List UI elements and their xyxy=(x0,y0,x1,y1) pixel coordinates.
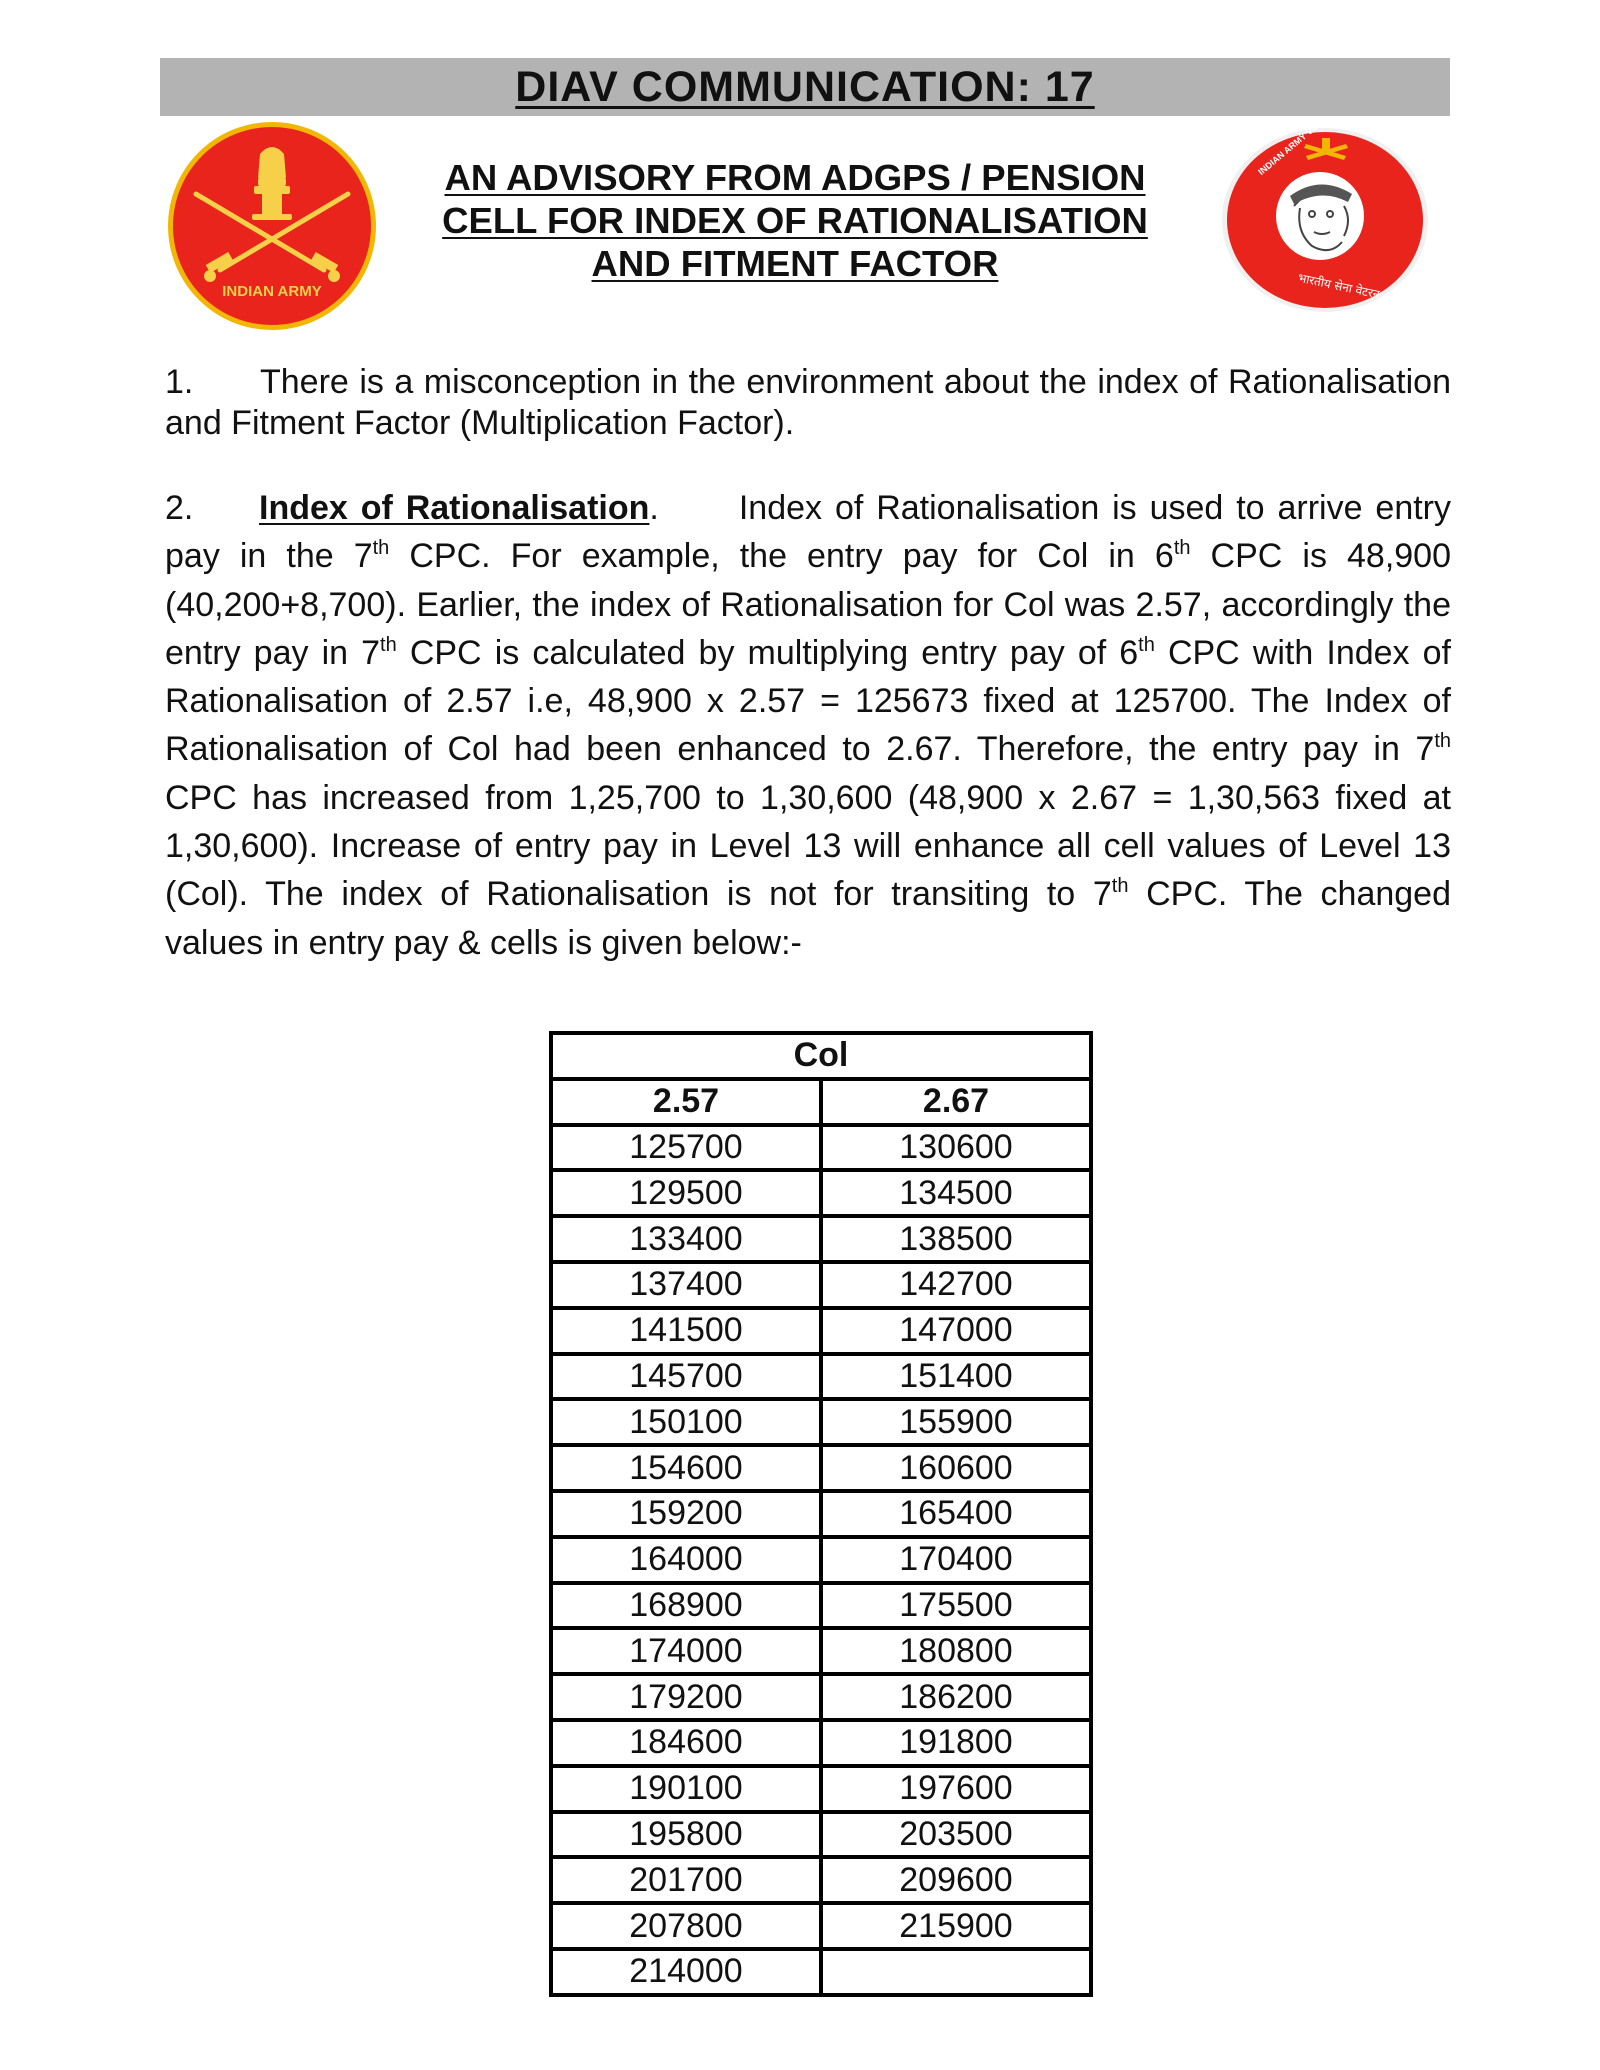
table-body xyxy=(551,1125,1091,1995)
cell-2-67: 151400 xyxy=(821,1354,1091,1400)
advisory-heading xyxy=(420,156,1170,285)
paragraph-2-number: 2. xyxy=(165,489,194,527)
cell-2-67: 147000 xyxy=(821,1308,1091,1354)
superscript: th xyxy=(372,537,390,560)
table-row xyxy=(551,1491,1091,1537)
heading-line-1: AN ADVISORY FROM ADGPS / PENSION xyxy=(444,157,1146,198)
paragraph-1-number: 1. xyxy=(165,363,194,401)
cell-2-57: 133400 xyxy=(551,1216,821,1262)
table-row xyxy=(551,1354,1091,1400)
table-row xyxy=(551,1812,1091,1858)
cell-2-57: 141500 xyxy=(551,1308,821,1354)
cell-2-67: 203500 xyxy=(821,1812,1091,1858)
paragraph-1-text: There is a misconception in the environment about the index of Rationalisation and Fitment Factor (Multiplication Factor). xyxy=(165,363,1451,442)
paragraph-2-text: CPC has increased from 1,25,700 to 1,30,600 (48,900 x 2.67 = 1,30,563 fixed at 1,30,600). Increase of entry pay in Level 13 will enhance all cell values of Level 13 (Col). The index of Rationalisation is not for transiting to 7 xyxy=(165,778,1451,914)
pay-table xyxy=(549,1031,1093,1997)
cell-2-67: 197600 xyxy=(821,1766,1091,1812)
cell-2-57: 125700 xyxy=(551,1125,821,1171)
table-row xyxy=(551,1903,1091,1949)
cell-2-67: 138500 xyxy=(821,1216,1091,1262)
cell-2-57: 214000 xyxy=(551,1949,821,1995)
cell-2-67: 180800 xyxy=(821,1628,1091,1674)
cell-2-67: 155900 xyxy=(821,1399,1091,1445)
paragraph-2-heading-suffix: . xyxy=(649,489,659,527)
right-logo-hindi: भारतीय सेना वेटरन xyxy=(1296,270,1381,302)
table-row xyxy=(551,1308,1091,1354)
heading-line-2: CELL FOR INDEX OF RATIONALISATION xyxy=(442,200,1148,241)
table-title-row xyxy=(551,1033,1091,1079)
cell-2-67: 209600 xyxy=(821,1857,1091,1903)
cell-2-57: 174000 xyxy=(551,1628,821,1674)
army-veteran-logo xyxy=(1220,126,1430,314)
table-row xyxy=(551,1170,1091,1216)
superscript: th xyxy=(1173,537,1191,560)
cell-2-57: 145700 xyxy=(551,1354,821,1400)
cell-2-57: 207800 xyxy=(551,1903,821,1949)
paragraph-2-text: CPC. The changed values in entry pay & cells is given below:- xyxy=(165,875,1451,962)
cell-2-67: 170400 xyxy=(821,1537,1091,1583)
cell-2-67: 160600 xyxy=(821,1445,1091,1491)
superscript: th xyxy=(1138,633,1155,656)
cell-2-67: 142700 xyxy=(821,1262,1091,1308)
table-row xyxy=(551,1674,1091,1720)
cell-2-57: 179200 xyxy=(551,1674,821,1720)
cell-2-57: 150100 xyxy=(551,1399,821,1445)
table-row xyxy=(551,1537,1091,1583)
paragraph-2-text: Index of Rationalisation is used to arrive entry pay in the 7 xyxy=(165,489,1451,576)
banner-title: DIAV COMMUNICATION: 17 xyxy=(515,62,1095,111)
cell-2-57: 190100 xyxy=(551,1766,821,1812)
cell-2-67: 165400 xyxy=(821,1491,1091,1537)
table-row xyxy=(551,1949,1091,1995)
table-row xyxy=(551,1857,1091,1903)
table-title: Col xyxy=(551,1033,1091,1079)
left-logo-text: INDIAN ARMY xyxy=(222,283,322,300)
paragraph-2-text: CPC. For example, the entry pay for Col in 6 xyxy=(389,537,1174,576)
superscript: th xyxy=(1434,730,1451,753)
cell-2-67: 186200 xyxy=(821,1674,1091,1720)
paragraph-2 xyxy=(165,484,1451,967)
cell-2-67: 215900 xyxy=(821,1903,1091,1949)
cell-2-67: 175500 xyxy=(821,1583,1091,1629)
cell-2-57: 201700 xyxy=(551,1857,821,1903)
cell-2-57: 168900 xyxy=(551,1583,821,1629)
column-header: 2.57 xyxy=(551,1079,821,1125)
cell-2-57: 184600 xyxy=(551,1720,821,1766)
paragraph-2-text: CPC with Index of Rationalisation of 2.57 i.e, 48,900 x 2.57 = 125673 fixed at 125700. The Index of Rationalisation of Col had been enhanced to 2.67. Therefore, the entry pay in 7 xyxy=(165,633,1451,769)
title-banner xyxy=(160,58,1450,116)
paragraph-2-text: CPC is 48,900 (40,200+8,700). Earlier, the index of Rationalisation for Col was 2.57, accordingly the entry pay in 7 xyxy=(165,537,1452,672)
cell-2-57: 154600 xyxy=(551,1445,821,1491)
heading-line-3: AND FITMENT FACTOR xyxy=(591,243,999,284)
cell-2-67 xyxy=(821,1949,1091,1995)
paragraph-2-heading: Index of Rationalisation xyxy=(259,489,650,527)
table-row xyxy=(551,1766,1091,1812)
table-row xyxy=(551,1399,1091,1445)
cell-2-67: 130600 xyxy=(821,1125,1091,1171)
paragraph-2-text: CPC is calculated by multiplying entry pay of 6 xyxy=(396,633,1139,672)
superscript: th xyxy=(380,633,397,656)
cell-2-57: 195800 xyxy=(551,1812,821,1858)
column-header: 2.67 xyxy=(821,1079,1091,1125)
table-row xyxy=(551,1262,1091,1308)
cell-2-57: 137400 xyxy=(551,1262,821,1308)
paragraph-1 xyxy=(165,362,1451,444)
table-row xyxy=(551,1583,1091,1629)
cell-2-57: 159200 xyxy=(551,1491,821,1537)
table-row xyxy=(551,1125,1091,1171)
cell-2-57: 129500 xyxy=(551,1170,821,1216)
table-header-row xyxy=(551,1079,1091,1125)
table-row xyxy=(551,1445,1091,1491)
indian-army-logo xyxy=(166,120,378,332)
cell-2-67: 134500 xyxy=(821,1170,1091,1216)
superscript: th xyxy=(1111,875,1129,898)
table-row xyxy=(551,1628,1091,1674)
cell-2-67: 191800 xyxy=(821,1720,1091,1766)
table-row xyxy=(551,1216,1091,1262)
cell-2-57: 164000 xyxy=(551,1537,821,1583)
table-row xyxy=(551,1720,1091,1766)
